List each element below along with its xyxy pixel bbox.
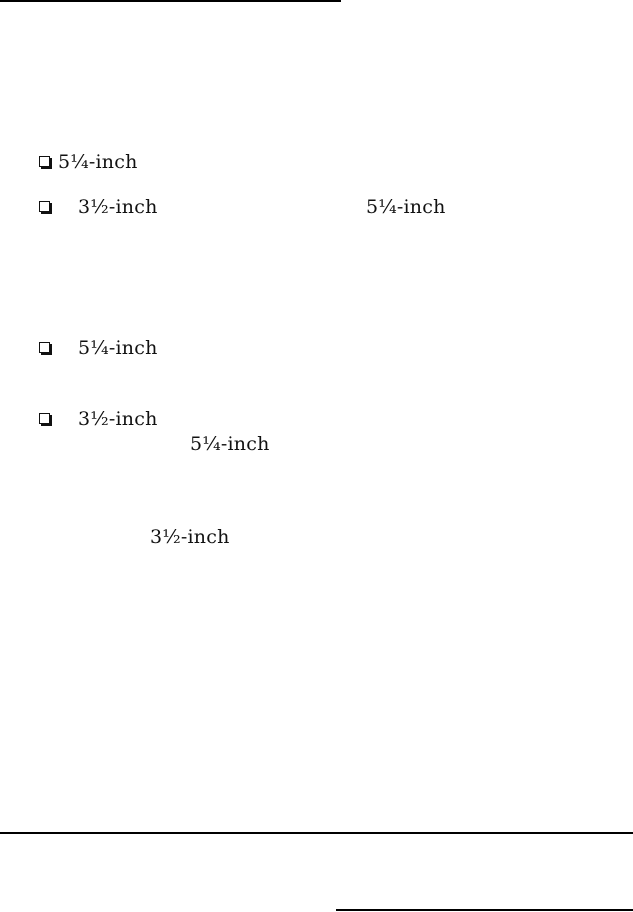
top-rule <box>0 0 341 2</box>
text-5-quarter-inch-3: 5¼-inch <box>78 337 158 359</box>
footer-rule <box>0 832 633 834</box>
text-5-quarter-inch-1: 5¼-inch <box>58 151 138 173</box>
text-5-quarter-inch-4: 5¼-inch <box>190 433 270 455</box>
text-3-half-inch-2: 3½-inch <box>78 408 158 430</box>
checkbox-bullet-icon <box>39 156 50 167</box>
text-3-half-inch-3: 3½-inch <box>150 526 230 548</box>
text-5-quarter-inch-2: 5¼-inch <box>366 196 446 218</box>
text-3-half-inch-1: 3½-inch <box>78 196 158 218</box>
checkbox-bullet-icon <box>39 413 50 424</box>
checkbox-bullet-icon <box>39 342 50 353</box>
checkbox-bullet-icon <box>39 201 50 212</box>
bottom-right-rule <box>336 909 633 911</box>
